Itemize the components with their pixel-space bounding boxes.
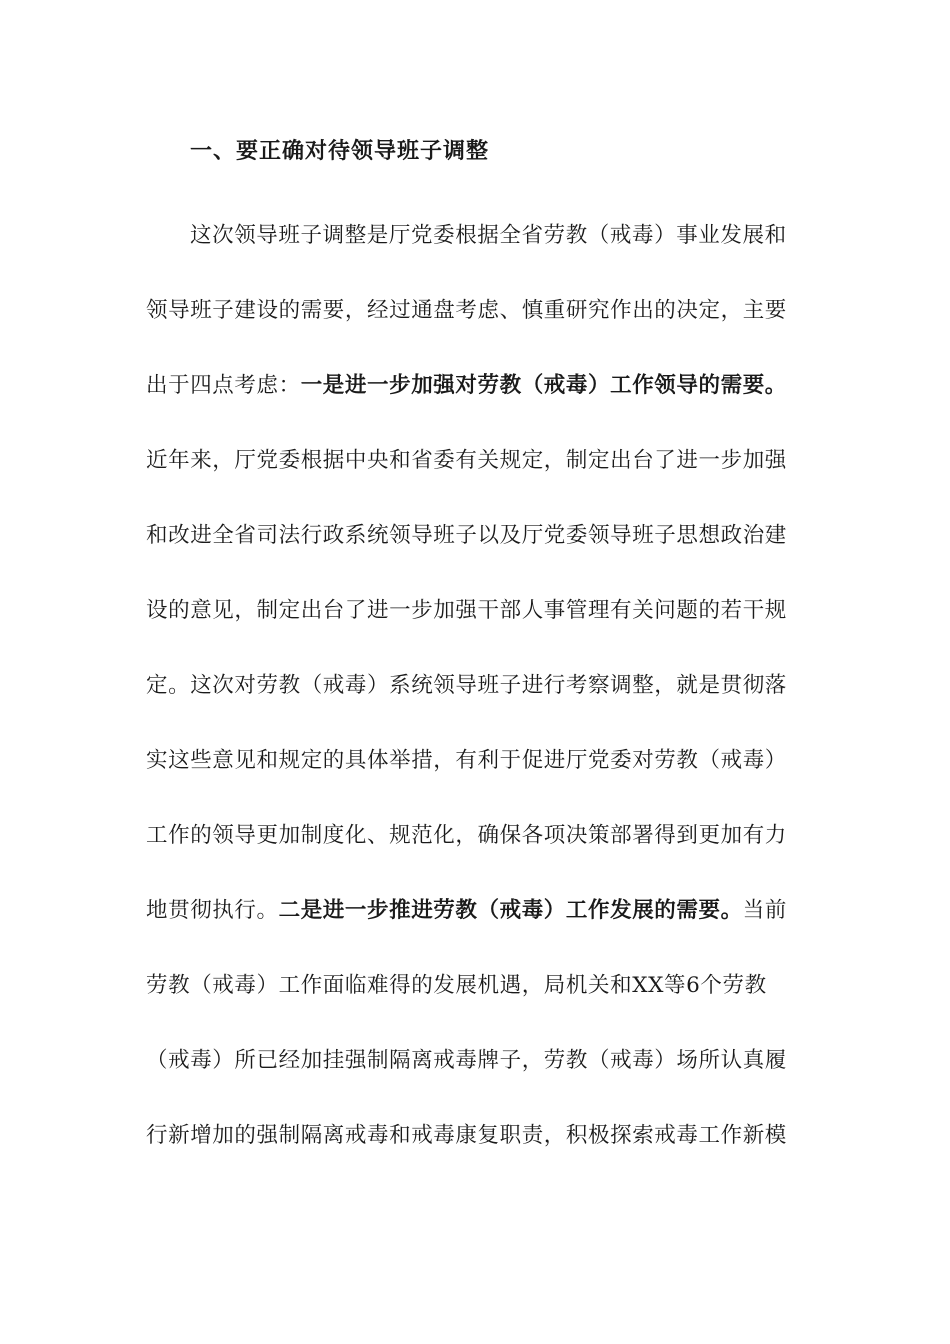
line-text: 出于四点考虑： xyxy=(146,373,301,398)
paragraph-line: 设的意见，制定出台了进一步加强干部人事管理有关问题的若干规 xyxy=(146,598,787,623)
paragraph-line: 行新增加的强制隔离戒毒和戒毒康复职责，积极探索戒毒工作新模 xyxy=(146,1123,787,1148)
paragraph-line: 定。这次对劳教（戒毒）系统领导班子进行考察调整，就是贯彻落 xyxy=(146,673,787,698)
line-text: 当前 xyxy=(742,898,787,923)
paragraph-line: 和改进全省司法行政系统领导班子以及厅党委领导班子思想政治建 xyxy=(146,523,787,548)
emphasis-text: 一是进一步加强对劳教（戒毒）工作领导的需要。 xyxy=(300,373,787,398)
paragraph-line: 领导班子建设的需要，经过通盘考虑、慎重研究作出的决定，主要 xyxy=(146,298,787,323)
line-text: 地贯彻执行。 xyxy=(146,898,279,923)
section-heading: 一、要正确对待领导班子调整 xyxy=(190,139,490,164)
paragraph-line: 这次领导班子调整是厅党委根据全省劳教（戒毒）事业发展和 xyxy=(190,223,787,248)
paragraph-line xyxy=(146,368,787,404)
paragraph-line xyxy=(146,893,787,929)
paragraph-line: 实这些意见和规定的具体举措，有利于促进厅党委对劳教（戒毒） xyxy=(146,748,787,773)
paragraph-line: （戒毒）所已经加挂强制隔离戒毒牌子，劳教（戒毒）场所认真履 xyxy=(146,1048,787,1073)
paragraph-line: 劳教（戒毒）工作面临难得的发展机遇，局机关和XX等6个劳教 xyxy=(146,973,767,998)
emphasis-text: 二是进一步推进劳教（戒毒）工作发展的需要。 xyxy=(278,898,743,923)
paragraph-line: 近年来，厅党委根据中央和省委有关规定，制定出台了进一步加强 xyxy=(146,448,787,473)
paragraph-line: 工作的领导更加制度化、规范化，确保各项决策部署得到更加有力 xyxy=(146,823,787,848)
